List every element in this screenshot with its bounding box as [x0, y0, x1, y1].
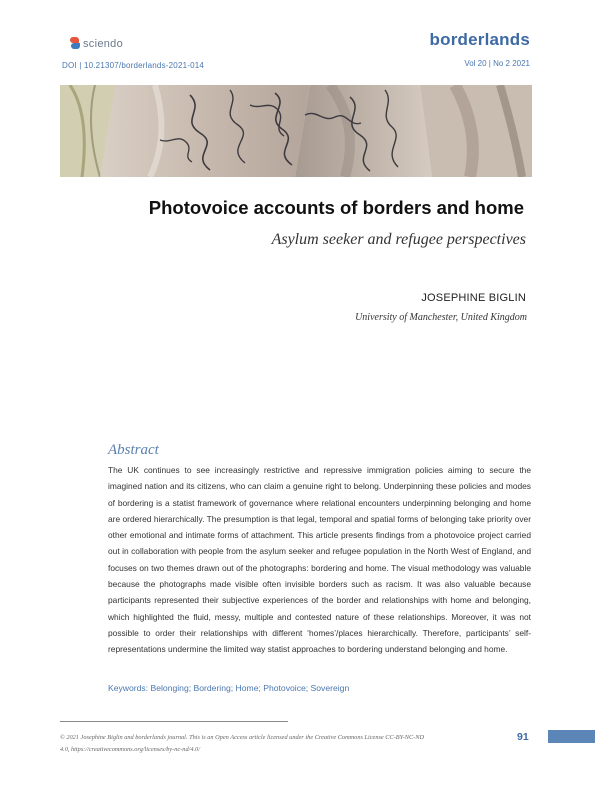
abstract-heading: Abstract [108, 442, 159, 458]
article-title: Photovoice accounts of borders and home [148, 197, 524, 218]
page-accent-tab [548, 730, 595, 743]
keywords: Keywords: Belonging; Bordering; Home; Photovoice; Sovereign [108, 683, 350, 693]
doi-link[interactable]: DOI | 10.21307/borderlands-2021-014 [62, 61, 205, 70]
page-number: 91 [517, 731, 529, 743]
sciendo-logo [70, 37, 123, 50]
journal-name: borderlands [429, 30, 530, 49]
abstract-body: The UK continues to see increasingly restrictive and repressive immigration policies aiming to secure the imagined nation and its citizens, who can claim a genuine right to belong. Underpinning these policies and modes of bordering is a statist framework of governance where relational encounters underpinning belonging and home are ordered hierarchically. The presumption is that legal, temporal and spatial forms of belonging take priority over other emotional and intimate forms of attachment. This article presents findings from a photovoice project carried out in collaboration with people from the asylum seeker and refugee population in the North West of England, and focuses on two themes drawn out of the photographs: bordering and home. The visual methodology was valuable because the photographs made visible often invisible borders such as racism. It was also valuable because participants represented their subjective experiences of the border and relationships with home and belonging, which highlighted the fluid, messy, multiple and contested nature of these relationships. Moreover, it was not possible to order their relationships with different ‘homes’/places hierarchically. Therefore, participants’ self-representations undermine the limited way statist approaches to bordering understand belonging and home. [108, 465, 531, 655]
author-affiliation: University of Manchester, United Kingdom [355, 312, 527, 323]
footnote-divider [60, 721, 288, 722]
volume-issue: Vol 20 | No 2 2021 [464, 59, 530, 68]
photo-banner [60, 85, 532, 177]
license-text: © 2021 Josephine Biglin and borderlands journal. This is an Open Access article licensed under the Creative Commons License CC-BY-NC-ND 4.0, https://creativecommons.org/licenses/by-nc-nd/4.0/ [60, 734, 425, 753]
tree-trunk-photo [60, 85, 532, 177]
author-name: JOSEPHINE BIGLIN [421, 292, 526, 304]
article-subtitle: Asylum seeker and refugee perspectives [271, 231, 526, 248]
publisher-logo-text: sciendo [83, 37, 124, 50]
sciendo-logo-icon [70, 37, 80, 50]
